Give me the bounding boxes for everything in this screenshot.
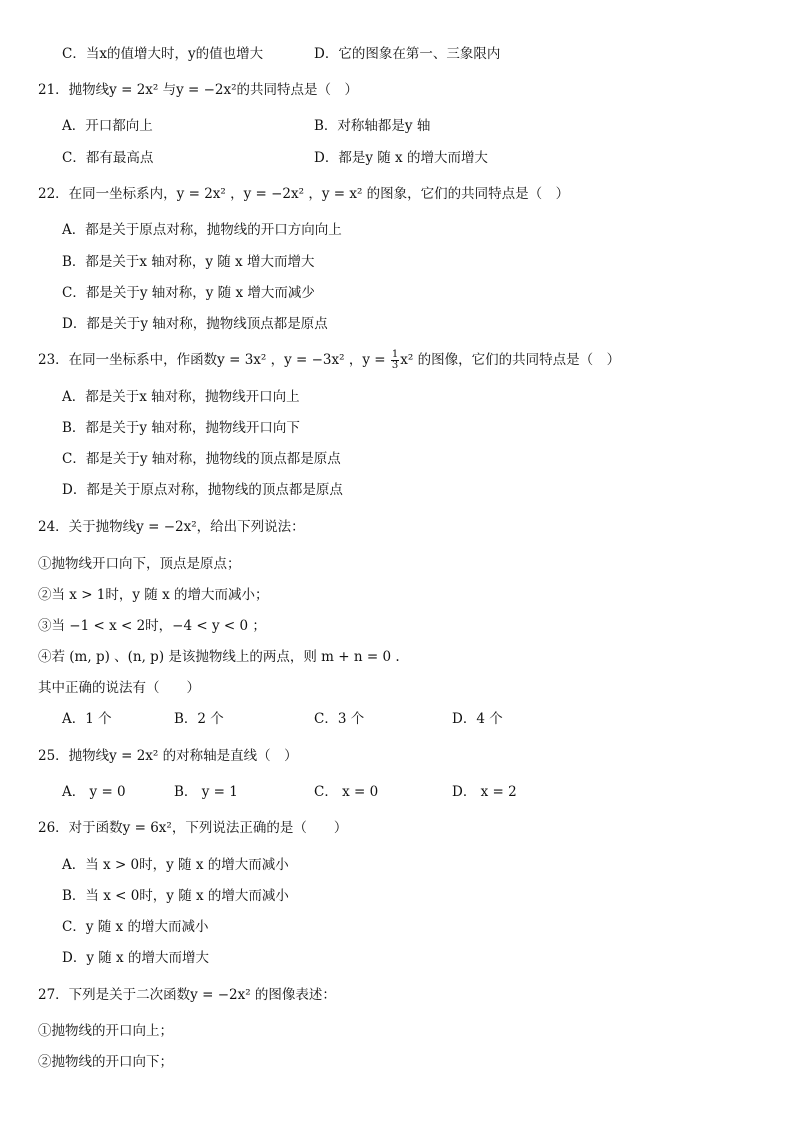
question-21-stem: 21．抛物线y = 2x² 与y = −2x²的共同特点是（ ） [38, 82, 359, 98]
question-22-option-a: A．都是关于原点对称，抛物线的开口方向向上 [62, 222, 342, 238]
question-25-option-b: B． y = 1 [174, 784, 238, 800]
fraction-one-third [391, 350, 399, 371]
question-26-option-c: C．y 随 x 的增大而减小 [62, 919, 209, 935]
question-24-statement-2: ②当 x > 1时，y 随 x 的增大而减小； [38, 587, 269, 603]
question-24-option-a: A．1 个 [62, 711, 112, 727]
question-22-option-d: D．都是关于y 轴对称，抛物线顶点都是原点 [62, 316, 328, 332]
question-25-stem: 25．抛物线y = 2x² 的对称轴是直线（ ） [38, 748, 298, 764]
question-26-option-a: A．当 x > 0时，y 随 x 的增大而减小 [62, 857, 289, 873]
question-23-option-c: C．都是关于y 轴对称，抛物线的顶点都是原点 [62, 451, 341, 467]
question-27-stem: 27．下列是关于二次函数y = −2x² 的图像表述： [38, 987, 336, 1003]
question-26-option-b: B．当 x < 0时，y 随 x 的增大而减小 [62, 888, 289, 904]
question-24-option-c: C．3 个 [314, 711, 365, 727]
question-25-option-a: A． y = 0 [62, 784, 126, 800]
fraction-denominator: 3 [391, 360, 399, 371]
question-26-stem: 26．对于函数y = 6x²，下列说法正确的是（ ） [38, 820, 348, 836]
question-23-stem-part-2: x² 的图像，它们的共同特点是（ ） [400, 352, 621, 368]
question-21-option-b: B．对称轴都是y 轴 [314, 118, 431, 134]
question-21-option-d: D．都是y 随 x 的增大而增大 [314, 150, 488, 166]
question-23-option-a: A．都是关于x 轴对称，抛物线开口向上 [62, 389, 300, 405]
question-24-statement-4: ④若 (m, p) 、(n, p) 是该抛物线上的两点，则 m + n = 0 . [38, 649, 400, 665]
question-24-statement-3: ③当 −1 < x < 2时，−4 < y < 0 ； [38, 618, 266, 634]
question-22-stem: 22．在同一坐标系内，y = 2x² ，y = −2x² ，y = x² 的图象，它们的共同特点是（ ） [38, 186, 570, 202]
question-26-option-d: D．y 随 x 的增大而增大 [62, 950, 209, 966]
question-23-stem [38, 350, 620, 371]
question-24-prompt: 其中正确的说法有（ ） [38, 680, 200, 696]
question-22-option-c: C．都是关于y 轴对称，y 随 x 增大而减少 [62, 285, 315, 301]
question-21-option-c: C．都有最高点 [62, 150, 154, 166]
question-22-option-b: B．都是关于x 轴对称，y 随 x 增大而增大 [62, 254, 315, 270]
prev-option-d: D．它的图象在第一、三象限内 [314, 46, 501, 62]
fraction-numerator: 1 [391, 349, 399, 360]
question-24-statement-1: ①抛物线开口向下，顶点是原点； [38, 556, 241, 572]
question-25-option-c: C． x = 0 [314, 784, 379, 800]
question-24-option-d: D．4 个 [452, 711, 503, 727]
question-23-option-d: D．都是关于原点对称，抛物线的顶点都是原点 [62, 482, 343, 498]
question-21-option-a: A．开口都向上 [62, 118, 153, 134]
question-23-stem-part-1: 23．在同一坐标系中，作函数y = 3x² ，y = −3x² ，y = [38, 352, 390, 368]
question-25-option-d: D． x = 2 [452, 784, 517, 800]
prev-option-c: C．当x的值增大时，y的值也增大 [62, 46, 264, 62]
question-27-statement-2: ②抛物线的开口向下； [38, 1054, 173, 1070]
question-24-option-b: B．2 个 [174, 711, 224, 727]
question-23-option-b: B．都是关于y 轴对称，抛物线开口向下 [62, 420, 300, 436]
question-24-stem: 24．关于抛物线y = −2x²，给出下列说法： [38, 519, 305, 535]
question-27-statement-1: ①抛物线的开口向上； [38, 1023, 173, 1039]
